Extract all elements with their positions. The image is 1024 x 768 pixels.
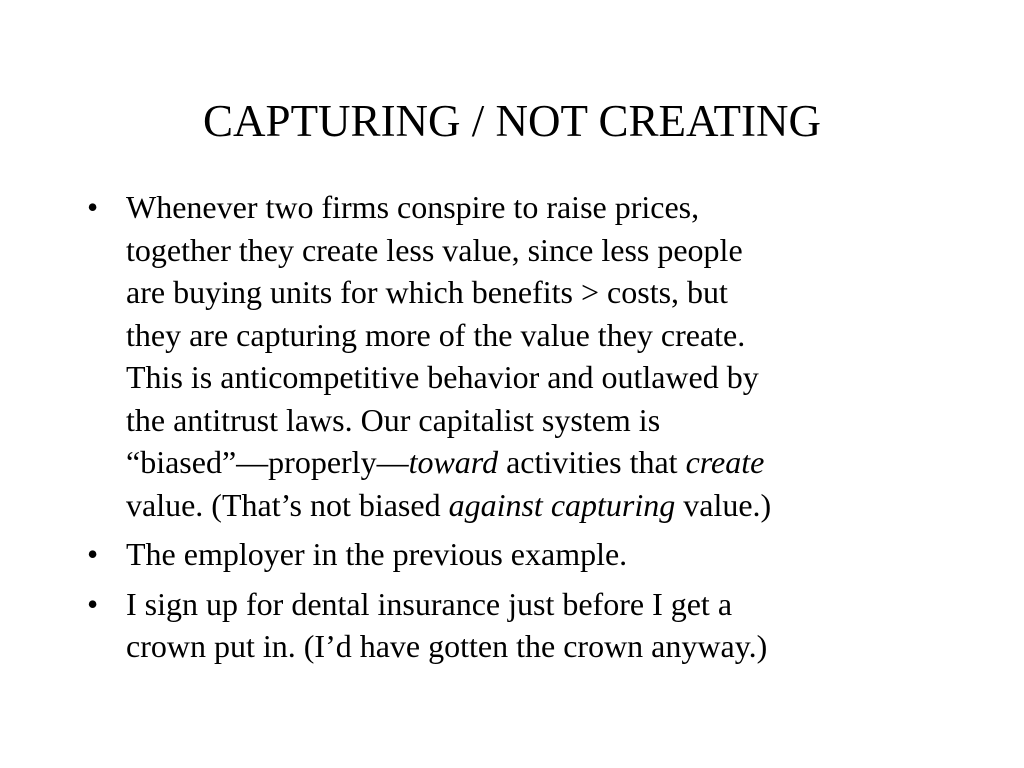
bullet-item-2 xyxy=(87,533,947,576)
bullet-line-8 xyxy=(126,487,771,523)
bullet-line: I sign up for dental insurance just before I get a xyxy=(126,585,733,622)
bullet-line: together they create less value, since less people xyxy=(126,231,743,268)
bullet-line: they are capturing more of the value they create. xyxy=(126,316,746,353)
bullet-text-2 xyxy=(126,533,947,576)
bullet-line: The employer in the previous example. xyxy=(126,536,628,572)
bullet-line: crown put in. (I’d have gotten the crown anyway.) xyxy=(126,628,768,664)
italic-segment: toward xyxy=(408,444,499,480)
bullet-item-1 xyxy=(87,186,947,526)
bullet-line: the antitrust laws. Our capitalist system is xyxy=(126,401,661,438)
text-segment: “biased”—properly— xyxy=(126,444,409,480)
text-segment: value. (That’s not biased xyxy=(126,486,449,523)
bullet-line: Whenever two firms conspire to raise prices, xyxy=(126,189,700,225)
slide-title: CAPTURING / NOT CREATING xyxy=(203,96,821,146)
bullet-line: This is anticompetitive behavior and outlawed by xyxy=(126,359,759,395)
bullet-symbol: • xyxy=(87,189,99,225)
bullet-item-3 xyxy=(87,583,947,668)
bullet-list xyxy=(87,186,947,675)
bullet-symbol: • xyxy=(87,585,99,622)
bullet-symbol: • xyxy=(87,536,99,572)
text-segment: activities that xyxy=(498,444,686,480)
text-segment: value.) xyxy=(675,486,772,523)
bullet-line: are buying units for which benefits > costs, but xyxy=(126,274,728,310)
bullet-text-1 xyxy=(126,186,947,526)
bullet-line-7 xyxy=(126,444,764,480)
bullet-text-3 xyxy=(126,583,947,668)
italic-segment: against capturing xyxy=(448,486,676,523)
italic-segment: create xyxy=(685,444,765,480)
